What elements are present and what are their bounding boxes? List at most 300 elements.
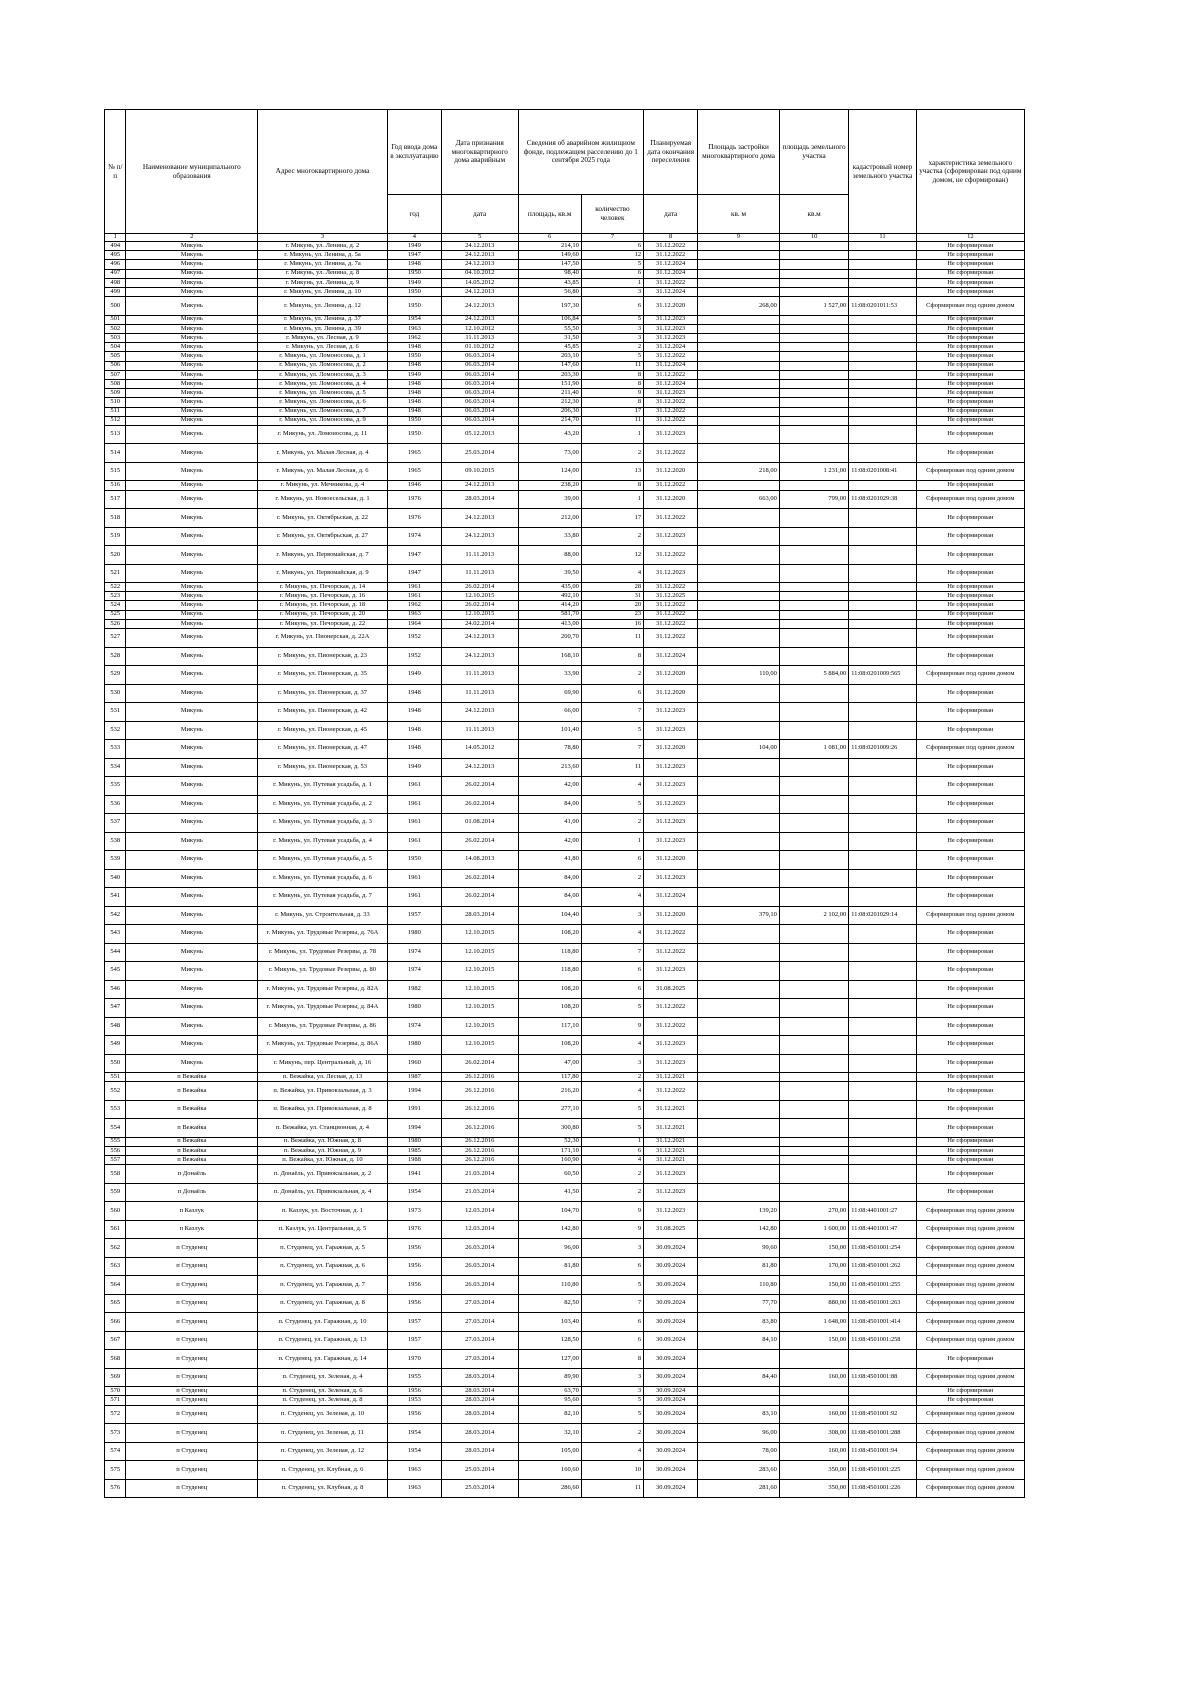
cell-area: 104,70 (518, 1202, 581, 1221)
cell-municipality: п Вежайка (126, 1119, 258, 1138)
cell-cadastral-number (849, 1082, 916, 1101)
cell-row-number: 524 (105, 601, 126, 610)
cell-area: 41,80 (518, 851, 581, 870)
cell-building-area (698, 601, 780, 610)
cell-emergency-date: 11.11.2013 (441, 564, 518, 583)
cell-area: 110,80 (518, 1276, 581, 1295)
cell-planned-date: 31.12.2023 (644, 795, 698, 814)
table-row (105, 601, 1025, 610)
table-row (105, 814, 1025, 833)
cell-year-built: 1949 (387, 278, 441, 287)
cell-area: 277,10 (518, 1100, 581, 1119)
cell-row-number: 529 (105, 666, 126, 685)
cell-municipality: Микунь (126, 592, 258, 601)
cell-area: 96,00 (518, 1239, 581, 1258)
cell-land-area: 150,00 (779, 1331, 848, 1350)
cell-municipality: Микунь (126, 962, 258, 981)
cell-building-area (698, 278, 780, 287)
cell-planned-date: 31.12.2022 (644, 407, 698, 416)
cell-planned-date: 31.12.2023 (644, 869, 698, 888)
cell-cadastral-number (849, 943, 916, 962)
cell-area: 117,80 (518, 1073, 581, 1082)
cell-municipality: Микунь (126, 527, 258, 546)
table-row (105, 1387, 1025, 1396)
cell-address: п. Студенец, ул. Зеленая, д. 6 (258, 1387, 388, 1396)
cell-cadastral-number (849, 1054, 916, 1073)
cell-year-built: 1974 (387, 943, 441, 962)
cell-municipality: Микунь (126, 315, 258, 324)
cell-row-number: 550 (105, 1054, 126, 1073)
cell-year-built: 1963 (387, 324, 441, 333)
cell-land-area (779, 962, 848, 981)
cell-cadastral-number (849, 287, 916, 296)
cell-people: 2 (581, 1183, 643, 1202)
cell-row-number: 496 (105, 260, 126, 269)
cell-building-area (698, 721, 780, 740)
cell-area: 73,00 (518, 444, 581, 463)
cell-building-area (698, 592, 780, 601)
cell-cadastral-number (849, 610, 916, 619)
table-row (105, 1396, 1025, 1405)
cell-people: 8 (581, 370, 643, 379)
cell-building-area (698, 1100, 780, 1119)
cell-area: 127,00 (518, 1350, 581, 1369)
cell-address: г. Микунь, ул. Ленина, д. 39 (258, 324, 388, 333)
cell-cadastral-number (849, 361, 916, 370)
cell-year-built: 1956 (387, 1405, 441, 1424)
cell-year-built: 1973 (387, 1202, 441, 1221)
cell-area: 45,85 (518, 343, 581, 352)
cell-land-characteristic: Не сформирован (916, 379, 1024, 388)
cell-municipality: Микунь (126, 407, 258, 416)
cell-cadastral-number: 11:08:0201011:53 (849, 297, 916, 316)
cell-planned-date: 31.08.2025 (644, 1220, 698, 1239)
cell-area: 286,60 (518, 1479, 581, 1498)
cell-planned-date: 31.12.2021 (644, 1146, 698, 1155)
cell-people: 9 (581, 1017, 643, 1036)
table-row (105, 1405, 1025, 1424)
cell-planned-date: 31.12.2024 (644, 260, 698, 269)
cell-people: 6 (581, 684, 643, 703)
cell-emergency-date: 26.12.2016 (441, 1137, 518, 1146)
cell-cadastral-number: 11:08:4401001:47 (849, 1220, 916, 1239)
cell-building-area (698, 869, 780, 888)
cell-row-number: 540 (105, 869, 126, 888)
cell-people: 11 (581, 1479, 643, 1498)
cell-people: 17 (581, 509, 643, 528)
header-address: Адрес многоквартирного дома (258, 110, 388, 234)
cell-municipality: п Студенец (126, 1294, 258, 1313)
cell-year-built: 1980 (387, 1036, 441, 1055)
table-row (105, 1368, 1025, 1387)
cell-municipality: п Студенец (126, 1313, 258, 1332)
cell-building-area (698, 407, 780, 416)
emergency-housing-table (104, 109, 1025, 1498)
cell-people: 4 (581, 1036, 643, 1055)
cell-land-area (779, 1396, 848, 1405)
cell-cadastral-number (849, 1073, 916, 1082)
cell-building-area (698, 343, 780, 352)
table-row (105, 334, 1025, 343)
cell-address: г. Микунь, ул. Ломоносова, д. 7 (258, 407, 388, 416)
cell-building-area (698, 481, 780, 490)
cell-land-area (779, 370, 848, 379)
table-row (105, 1276, 1025, 1295)
cell-planned-date: 31.12.2020 (644, 490, 698, 509)
cell-land-characteristic: Не сформирован (916, 343, 1024, 352)
column-number-cell: 7 (581, 234, 643, 242)
cell-emergency-date: 06.03.2014 (441, 361, 518, 370)
cell-emergency-date: 24.12.2013 (441, 629, 518, 648)
cell-year-built: 1957 (387, 906, 441, 925)
table-row (105, 1239, 1025, 1258)
cell-emergency-date: 12.10.2015 (441, 943, 518, 962)
cell-address: г. Микунь, ул. Ломоносова, д. 11 (258, 425, 388, 444)
cell-people: 3 (581, 334, 643, 343)
cell-emergency-date: 24.12.2013 (441, 251, 518, 260)
column-number-cell: 6 (518, 234, 581, 242)
cell-year-built: 1985 (387, 1146, 441, 1155)
cell-emergency-date: 24.12.2013 (441, 315, 518, 324)
cell-emergency-date: 11.11.2013 (441, 666, 518, 685)
cell-row-number: 517 (105, 490, 126, 509)
cell-emergency-date: 06.03.2014 (441, 379, 518, 388)
cell-address: г. Микунь, ул. Ленина, д. 5а (258, 251, 388, 260)
cell-cadastral-number: 11:08:4501001:288 (849, 1424, 916, 1443)
cell-cadastral-number (849, 1396, 916, 1405)
cell-address: г. Микунь, ул. Пионерская, д. 23 (258, 647, 388, 666)
table-row (105, 370, 1025, 379)
cell-cadastral-number (849, 564, 916, 583)
cell-planned-date: 31.12.2022 (644, 251, 698, 260)
cell-area: 151,90 (518, 379, 581, 388)
cell-planned-date: 31.12.2023 (644, 334, 698, 343)
cell-people: 6 (581, 851, 643, 870)
cell-planned-date: 31.12.2022 (644, 398, 698, 407)
cell-building-area (698, 1082, 780, 1101)
cell-municipality: п Студенец (126, 1387, 258, 1396)
cell-land-characteristic: Не сформирован (916, 444, 1024, 463)
cell-emergency-date: 24.12.2013 (441, 287, 518, 296)
cell-people: 2 (581, 814, 643, 833)
cell-year-built: 1946 (387, 481, 441, 490)
cell-cadastral-number: 11:08:4501001:254 (849, 1239, 916, 1258)
cell-municipality: Микунь (126, 703, 258, 722)
header-building-area: Площадь застройки многоквартирного дома (698, 110, 780, 195)
cell-people: 1 (581, 425, 643, 444)
table-row (105, 610, 1025, 619)
cell-address: п. Студенец, ул. Зеленая, д. 8 (258, 1396, 388, 1405)
cell-land-area (779, 407, 848, 416)
cell-land-area (779, 814, 848, 833)
cell-address: п. Студенец, ул. Гаражная, д. 7 (258, 1276, 388, 1295)
cell-building-area (698, 1119, 780, 1138)
cell-people: 11 (581, 758, 643, 777)
table-row (105, 1202, 1025, 1221)
cell-area: 149,60 (518, 251, 581, 260)
cell-row-number: 551 (105, 1073, 126, 1082)
cell-row-number: 528 (105, 647, 126, 666)
cell-area: 214,10 (518, 242, 581, 251)
cell-people: 5 (581, 315, 643, 324)
cell-cadastral-number (849, 546, 916, 565)
cell-row-number: 512 (105, 416, 126, 425)
cell-area: 63,70 (518, 1387, 581, 1396)
cell-emergency-date: 26.12.2016 (441, 1100, 518, 1119)
cell-people: 8 (581, 481, 643, 490)
table-row (105, 1183, 1025, 1202)
cell-municipality: п Студенец (126, 1239, 258, 1258)
cell-year-built: 1950 (387, 425, 441, 444)
cell-emergency-date: 01.10.2012 (441, 343, 518, 352)
cell-municipality: Микунь (126, 610, 258, 619)
cell-area: 84,00 (518, 869, 581, 888)
cell-planned-date: 31.12.2023 (644, 814, 698, 833)
table-row (105, 1082, 1025, 1101)
cell-people: 3 (581, 1239, 643, 1258)
cell-planned-date: 31.12.2023 (644, 425, 698, 444)
cell-land-characteristic: Не сформирован (916, 1054, 1024, 1073)
cell-year-built: 1955 (387, 1368, 441, 1387)
cell-planned-date: 31.12.2021 (644, 1119, 698, 1138)
cell-emergency-date: 26.02.2014 (441, 777, 518, 796)
cell-year-built: 1987 (387, 1073, 441, 1082)
cell-emergency-date: 12.03.2014 (441, 1220, 518, 1239)
table-row (105, 509, 1025, 528)
table-row (105, 352, 1025, 361)
cell-row-number: 563 (105, 1257, 126, 1276)
cell-year-built: 1962 (387, 601, 441, 610)
cell-land-area: 1 600,00 (779, 1220, 848, 1239)
cell-people: 2 (581, 1165, 643, 1184)
cell-municipality: Микунь (126, 647, 258, 666)
cell-planned-date: 31.12.2022 (644, 278, 698, 287)
cell-area: 66,00 (518, 703, 581, 722)
cell-area: 55,50 (518, 324, 581, 333)
cell-cadastral-number (849, 1165, 916, 1184)
cell-people: 4 (581, 564, 643, 583)
table-row (105, 251, 1025, 260)
cell-people: 2 (581, 527, 643, 546)
cell-planned-date: 31.12.2022 (644, 481, 698, 490)
cell-building-area: 283,60 (698, 1461, 780, 1480)
cell-emergency-date: 26.12.2016 (441, 1082, 518, 1101)
table-row (105, 583, 1025, 592)
cell-municipality: п Студенец (126, 1461, 258, 1480)
cell-address: г. Микунь, ул. Путевая усадьба, д. 6 (258, 869, 388, 888)
cell-land-area: 308,00 (779, 1424, 848, 1443)
table-row (105, 1146, 1025, 1155)
cell-area: 117,10 (518, 1017, 581, 1036)
cell-emergency-date: 24.12.2013 (441, 703, 518, 722)
cell-year-built: 1982 (387, 980, 441, 999)
table-row (105, 1036, 1025, 1055)
cell-building-area: 110,80 (698, 1276, 780, 1295)
cell-land-area (779, 527, 848, 546)
cell-cadastral-number (849, 1119, 916, 1138)
cell-year-built: 1976 (387, 490, 441, 509)
cell-municipality: Микунь (126, 343, 258, 352)
cell-address: г. Микунь, ул. Пионерская, д. 37 (258, 684, 388, 703)
cell-cadastral-number: 11:08:4501001:258 (849, 1331, 916, 1350)
cell-year-built: 1988 (387, 1156, 441, 1165)
cell-address: п. Вежайка, ул. Южная, д. 10 (258, 1156, 388, 1165)
cell-municipality: Микунь (126, 564, 258, 583)
column-number-row (105, 234, 1025, 242)
cell-land-area: 1 081,00 (779, 740, 848, 759)
cell-planned-date: 30.09.2024 (644, 1239, 698, 1258)
cell-cadastral-number (849, 629, 916, 648)
cell-land-area (779, 1146, 848, 1155)
cell-building-area: 81,80 (698, 1257, 780, 1276)
cell-emergency-date: 26.03.2014 (441, 1257, 518, 1276)
cell-planned-date: 31.12.2023 (644, 758, 698, 777)
cell-municipality: Микунь (126, 684, 258, 703)
cell-land-characteristic: Не сформирован (916, 647, 1024, 666)
cell-building-area (698, 287, 780, 296)
cell-land-area (779, 343, 848, 352)
cell-building-area: 663,00 (698, 490, 780, 509)
cell-year-built: 1974 (387, 527, 441, 546)
cell-planned-date: 31.12.2024 (644, 269, 698, 278)
cell-people: 5 (581, 1276, 643, 1295)
table-row (105, 629, 1025, 648)
cell-planned-date: 31.12.2022 (644, 509, 698, 528)
cell-building-area (698, 1073, 780, 1082)
cell-area: 33,90 (518, 666, 581, 685)
cell-year-built: 1948 (387, 740, 441, 759)
cell-building-area (698, 315, 780, 324)
cell-area: 171,10 (518, 1146, 581, 1155)
table-row (105, 795, 1025, 814)
cell-building-area (698, 242, 780, 251)
cell-row-number: 566 (105, 1313, 126, 1332)
table-row (105, 666, 1025, 685)
cell-municipality: Микунь (126, 619, 258, 628)
cell-row-number: 532 (105, 721, 126, 740)
cell-row-number: 545 (105, 962, 126, 981)
cell-area: 60,50 (518, 1165, 581, 1184)
cell-building-area: 142,80 (698, 1220, 780, 1239)
cell-municipality: Микунь (126, 334, 258, 343)
cell-year-built: 1965 (387, 444, 441, 463)
cell-cadastral-number: 11:08:4501001:94 (849, 1442, 916, 1461)
cell-area: 108,20 (518, 980, 581, 999)
cell-emergency-date: 28.03.2014 (441, 906, 518, 925)
table-row (105, 906, 1025, 925)
cell-address: г. Микунь, ул. Печорская, д. 22 (258, 619, 388, 628)
cell-land-area (779, 1082, 848, 1101)
cell-area: 413,00 (518, 619, 581, 628)
cell-building-area: 110,00 (698, 666, 780, 685)
table-row (105, 851, 1025, 870)
cell-cadastral-number (849, 242, 916, 251)
cell-municipality: Микунь (126, 242, 258, 251)
cell-area: 108,20 (518, 925, 581, 944)
cell-land-characteristic: Сформирован под одним домом (916, 1257, 1024, 1276)
cell-year-built: 1961 (387, 777, 441, 796)
cell-area: 142,80 (518, 1220, 581, 1239)
cell-emergency-date: 06.03.2014 (441, 398, 518, 407)
cell-cadastral-number (849, 601, 916, 610)
cell-land-characteristic: Не сформирован (916, 1017, 1024, 1036)
cell-building-area: 268,00 (698, 297, 780, 316)
cell-municipality: Микунь (126, 379, 258, 388)
table-body (105, 242, 1025, 1498)
cell-people: 7 (581, 1294, 643, 1313)
cell-emergency-date: 12.03.2014 (441, 1202, 518, 1221)
cell-year-built: 1952 (387, 629, 441, 648)
cell-building-area (698, 795, 780, 814)
cell-land-characteristic: Не сформирован (916, 980, 1024, 999)
cell-row-number: 509 (105, 389, 126, 398)
cell-land-characteristic: Не сформирован (916, 1387, 1024, 1396)
cell-address: п. Вежайка, ул. Станционная, д. 4 (258, 1119, 388, 1138)
cell-land-area: 1 648,00 (779, 1313, 848, 1332)
cell-municipality: Микунь (126, 509, 258, 528)
cell-year-built: 1950 (387, 297, 441, 316)
cell-row-number: 561 (105, 1220, 126, 1239)
cell-land-area (779, 1073, 848, 1082)
cell-planned-date: 31.12.2022 (644, 1017, 698, 1036)
cell-land-characteristic: Сформирован под одним домом (916, 1239, 1024, 1258)
cell-municipality: п Вежайка (126, 1146, 258, 1155)
cell-emergency-date: 04.10.2012 (441, 269, 518, 278)
cell-people: 9 (581, 389, 643, 398)
cell-land-area: 170,00 (779, 1257, 848, 1276)
cell-building-area (698, 1183, 780, 1202)
cell-planned-date: 31.12.2023 (644, 721, 698, 740)
cell-address: г. Микунь, ул. Ленина, д. 12 (258, 297, 388, 316)
table-row (105, 425, 1025, 444)
cell-building-area (698, 777, 780, 796)
cell-address: г. Микунь, ул. Путевая усадьба, д. 1 (258, 777, 388, 796)
cell-row-number: 552 (105, 1082, 126, 1101)
cell-year-built: 1950 (387, 851, 441, 870)
cell-address: г. Микунь, ул. Путевая усадьба, д. 2 (258, 795, 388, 814)
table-row (105, 740, 1025, 759)
cell-people: 6 (581, 269, 643, 278)
cell-land-characteristic: Не сформирован (916, 795, 1024, 814)
cell-municipality: Микунь (126, 777, 258, 796)
cell-municipality: Микунь (126, 601, 258, 610)
cell-building-area (698, 425, 780, 444)
table-row (105, 1054, 1025, 1073)
cell-building-area (698, 389, 780, 398)
cell-area: 31,50 (518, 334, 581, 343)
cell-land-area: 350,00 (779, 1461, 848, 1480)
column-number-cell: 4 (387, 234, 441, 242)
cell-municipality: Микунь (126, 666, 258, 685)
cell-emergency-date: 12.10.2015 (441, 1017, 518, 1036)
table-row (105, 361, 1025, 370)
cell-address: г. Микунь, ул. Ленина, д. 7а (258, 260, 388, 269)
cell-land-characteristic: Не сформирован (916, 1146, 1024, 1155)
cell-municipality: п Казлук (126, 1220, 258, 1239)
cell-land-area: 1 527,00 (779, 297, 848, 316)
cell-emergency-date: 12.10.2015 (441, 999, 518, 1018)
cell-land-characteristic: Не сформирован (916, 869, 1024, 888)
cell-people: 5 (581, 352, 643, 361)
cell-people: 10 (581, 1461, 643, 1480)
cell-area: 82,10 (518, 1405, 581, 1424)
cell-emergency-date: 11.11.2013 (441, 334, 518, 343)
cell-building-area (698, 980, 780, 999)
cell-cadastral-number: 11:08:0201008:41 (849, 462, 916, 481)
cell-cadastral-number (849, 444, 916, 463)
cell-land-characteristic: Не сформирован (916, 1350, 1024, 1369)
cell-address: г. Микунь, ул. Ленина, д. 37 (258, 315, 388, 324)
